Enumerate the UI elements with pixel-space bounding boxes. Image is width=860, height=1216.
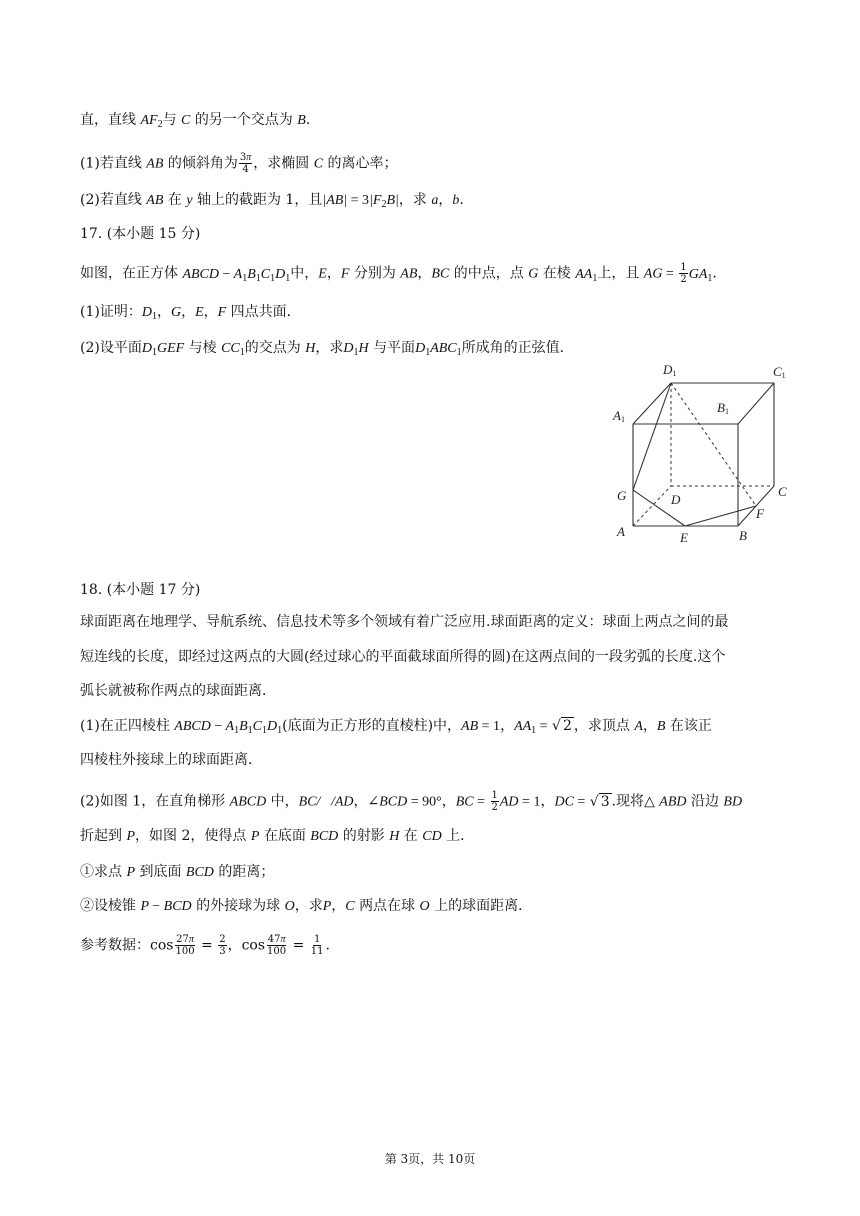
segment-D1-G [633, 383, 671, 490]
edge-A1-D1 [633, 383, 671, 424]
problem-18-text-1: 球面距离在地理学、导航系统、信息技术等多个领域有着广泛应用.球面距离的定义：球面上两点之间的最 [80, 614, 729, 630]
label-A: A [617, 524, 625, 539]
problem-18-q2-cont: 折起到 P，如图 2，使得点 P 在底面 BCD 的射影 H 在 CD 上． [80, 828, 475, 844]
segment-E-F [685, 506, 756, 526]
reference-data: 参考数据：cos $\frac{27\pi}{100}$ = $\frac{2}{3}$ ，cos $\frac{47\pi}{100}$ = $\frac{1}{11}$ . [80, 934, 330, 957]
problem-17-stem: 如图，在正方体 ABCD − $A_1B_1C_1D_1$中，E，F 分别为 AB，BC 的中点，点 G 在棱 $AA_1$上，且 AG = $\frac{1}{2}$ $GA_1$. [80, 262, 717, 285]
page-footer: 第 3页，共 10页 [384, 1152, 476, 1166]
label-A1: A1 [613, 408, 625, 424]
problem-18-text-2: 短连线的长度，即经过这两点的大圆(经过球心的平面截球面所得的圆)在这两点间的一段劣弧的长度.这个 [80, 649, 726, 665]
problem-18-q1: (1)在正四棱柱 ABCD − $A_1B_1C_1D_1$(底面为正方形的直棱柱)中，AB = 1，$AA_1$ = √ 2 ，求顶点 A，B 在该正 [80, 718, 712, 736]
edge-C1-B1 [738, 383, 774, 424]
label-D1: D1 [663, 362, 677, 378]
cube-figure [605, 358, 805, 548]
problem-18-q2: (2)如图 1，在直角梯形 ABCD 中，BC/ /AD，∠BCD = 90°，BC = $\frac{1}{2}$ AD = 1，DC = √ 3 .现将△ ABD 沿边 BD [80, 790, 743, 813]
hidden-segment-D1-F [671, 383, 756, 506]
hidden-edge-A-D [633, 486, 671, 526]
label-B1: B1 [717, 400, 729, 416]
label-E: E [680, 530, 688, 545]
problem-18-q1-cont: 四棱柱外接球上的球面距离． [80, 752, 262, 768]
question-2: (2)若直线 AB 在 y 轴上的截距为 1，且$|AB| = 3|F_2B|$，求 a，b. [80, 192, 464, 210]
label-C1: C1 [773, 364, 786, 380]
label-G: G [617, 488, 627, 503]
label-B: B [739, 528, 747, 543]
problem-17-q1: (1)证明：$D_1$，G，E，F 四点共面． [80, 304, 301, 322]
label-F: F [756, 506, 764, 521]
label-C: C [778, 484, 787, 499]
problem-18-sub1: ①求点 P 到底面 BCD 的距离； [80, 864, 275, 880]
label-D: D [671, 492, 681, 507]
problem-18-sub2: ②设棱锥 P − BCD 的外接球为球 O，求P，C 两点在球 O 上的球面距离． [80, 898, 533, 914]
question-1: (1)若直线 AB 的倾斜角为 $\frac{3\pi}{4}$ ，求椭圆 C 的离心率； [80, 152, 398, 175]
problem-17-q2: (2)设平面$D_1GEF$ 与棱 $CC_1$的交点为 H，求$D_1H$ 与平面$D_1ABC_1$所成角的正弦值． [80, 340, 574, 358]
problem-18-text-3: 弧长就被称作两点的球面距离． [80, 683, 276, 699]
problem-18-header: 18. (本小题 17 分) [80, 582, 201, 598]
text-line: 直，直线 $AF_2$与 C 的另一个交点为 B. [80, 112, 311, 130]
problem-17-header: 17. (本小题 15 分) [80, 226, 201, 242]
